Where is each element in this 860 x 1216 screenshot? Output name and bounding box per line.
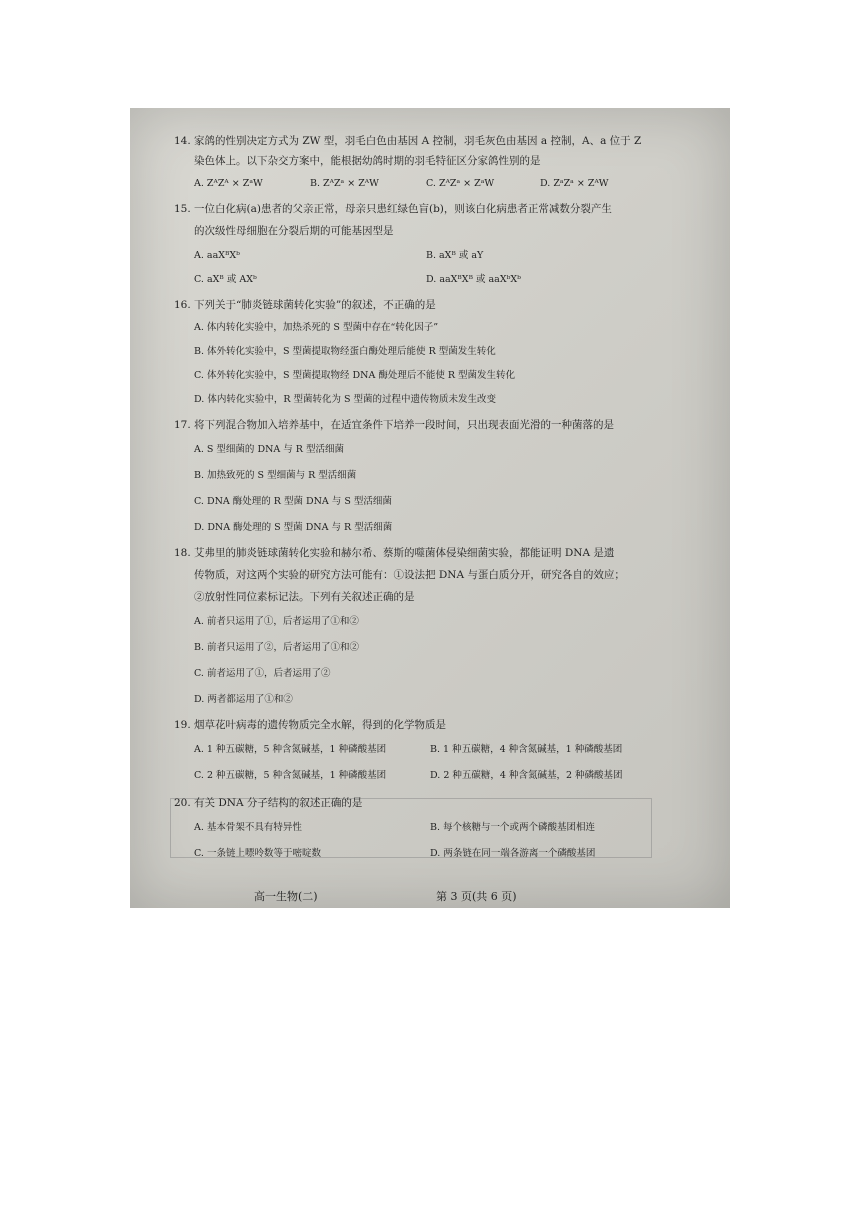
question-14-option-a: A. ZᴬZᴬ × ZᵃW [194,178,263,189]
question-15-option-b: B. aXᴮ 或 aY [426,250,484,261]
question-17-line-1: 17. 将下列混合物加入培养基中，在适宜条件下培养一段时间，只出现表面光滑的一种菌落的是 [174,419,615,431]
question-17-option-c: C. DNA 酶处理的 R 型菌 DNA 与 S 型活细菌 [194,496,392,507]
question-19-option-b: B. 1 种五碳糖，4 种含氮碱基，1 种磷酸基团 [430,744,623,755]
question-18-option-b: B. 前者只运用了②，后者运用了①和② [194,642,360,653]
question-14-option-c: C. ZᴬZᵃ × ZᵃW [426,178,495,189]
question-19-line-1: 19. 烟草花叶病毒的遗传物质完全水解，得到的化学物质是 [174,719,447,731]
question-15-line-2: 的次级性母细胞在分裂后期的可能基因型是 [194,225,394,237]
question-17-option-b: B. 加热致死的 S 型细菌与 R 型活细菌 [194,470,357,481]
question-16-option-c: C. 体外转化实验中，S 型菌提取物经 DNA 酶处理后不能使 R 型菌发生转化 [194,370,516,381]
question-18-line-2: 传物质，对这两个实验的研究方法可能有：①设法把 DNA 与蛋白质分开，研究各自的效应； [194,569,625,581]
question-19-option-d: D. 2 种五碳糖，4 种含氮碱基，2 种磷酸基团 [430,770,623,781]
question-16-line-1: 16. 下列关于“肺炎链球菌转化实验”的叙述，不正确的是 [174,299,436,311]
question-16-option-b: B. 体外转化实验中，S 型菌提取物经蛋白酶处理后能使 R 型菌发生转化 [194,346,496,357]
question-18-option-c: C. 前者运用了①，后者运用了② [194,668,331,679]
question-14-option-d: D. ZᵃZᵃ × ZᴬW [540,178,609,189]
photographed-exam-page [130,108,730,908]
question-15-option-d: D. aaXᴮXᴮ 或 aaXᵇXᵇ [426,274,521,285]
question-18-option-a: A. 前者只运用了①，后者运用了①和② [194,616,359,627]
question-20-option-b: B. 每个核糖与一个或两个磷酸基团相连 [430,822,596,833]
footer-page-number: 第 3 页(共 6 页) [436,890,517,903]
exam-page [130,108,730,908]
question-20-option-a: A. 基本骨架不具有特异性 [194,822,302,833]
question-19-option-c: C. 2 种五碳糖，5 种含氮碱基，1 种磷酸基团 [194,770,387,781]
question-15-line-1: 15. 一位白化病(a)患者的父亲正常，母亲只患红绿色盲(b)，则该白化病患者正常减数分裂产生 [174,203,612,215]
question-20-line-1: 20. 有关 DNA 分子结构的叙述正确的是 [174,797,363,809]
question-18-line-3: ②放射性同位素标记法。下列有关叙述正确的是 [194,591,415,603]
question-18-option-d: D. 两者都运用了①和② [194,694,293,705]
question-14-line-1: 14. 家鸽的性别决定方式为 ZW 型，羽毛白色由基因 A 控制，羽毛灰色由基因 a 控制，A、a 位于 Z [174,135,642,147]
footer-subject: 高一生物(二) [254,890,318,903]
question-17-option-d: D. DNA 酶处理的 S 型菌 DNA 与 R 型活细菌 [194,522,393,533]
question-17-option-a: A. S 型细菌的 DNA 与 R 型活细菌 [194,444,344,455]
question-16-option-a: A. 体内转化实验中，加热杀死的 S 型菌中存在“转化因子” [194,322,439,333]
question-16-option-d: D. 体内转化实验中，R 型菌转化为 S 型菌的过程中遗传物质未发生改变 [194,394,497,405]
question-20-option-d: D. 两条链在同一端各游离一个磷酸基团 [430,848,596,859]
question-15-option-a: A. aaXᴮXᵇ [194,250,240,261]
question-20-option-c: C. 一条链上嘌呤数等于嘧啶数 [194,848,321,859]
question-18-line-1: 18. 艾弗里的肺炎链球菌转化实验和赫尔希、蔡斯的噬菌体侵染细菌实验，都能证明 DNA 是遗 [174,547,615,559]
question-15-option-c: C. aXᴮ 或 AXᵇ [194,274,257,285]
question-14-option-b: B. ZᴬZᵃ × ZᴬW [310,178,379,189]
question-14-line-2: 染色体上。以下杂交方案中，能根据幼鸽时期的羽毛特征区分家鸽性别的是 [194,155,541,167]
question-19-option-a: A. 1 种五碳糖，5 种含氮碱基，1 种磷酸基团 [194,744,387,755]
